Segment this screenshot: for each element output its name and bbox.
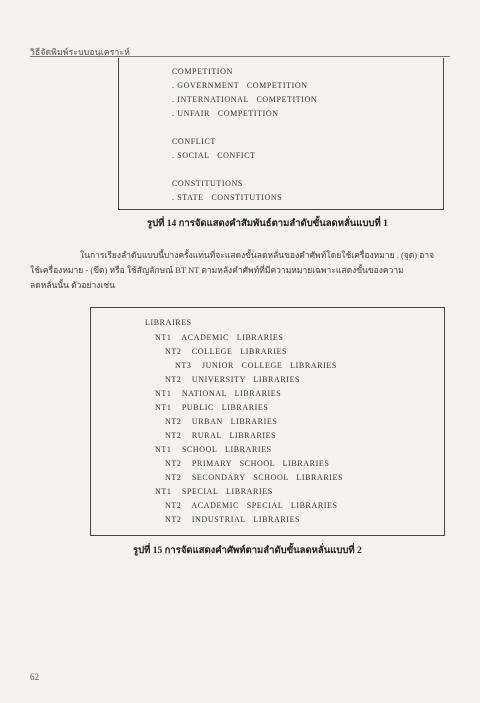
fig15-line: NT1 SPECIAL LIBRARIES	[155, 487, 273, 496]
fig15-line: NT2 PRIMARY SCHOOL LIBRARIES	[165, 459, 330, 468]
header-rule	[30, 56, 450, 57]
fig15-line: NT3 JUNIOR COLLEGE LIBRARIES	[175, 361, 337, 370]
figure-14-caption: รูปที่ 14 การจัดแสดงคำสัมพันธ์ตามลำดับขั้นลดหลั่นแบบที่ 1	[147, 219, 388, 229]
running-header: วิธีจัดพิมพ์ระบบอนุเคราะห์	[30, 47, 131, 57]
paragraph-line: ในการเรียงลำดับแบบนี้บางครั้งแทนที่จะแสดงขั้นลดหลั่นของคำศัพท์โดยใช้เครื่องหมาย . (จุด) อาจ	[80, 250, 435, 260]
fig15-line: NT2 UNIVERSITY LIBRARIES	[165, 375, 301, 384]
fig15-line: NT2 URBAN LIBRARIES	[165, 417, 278, 426]
fig15-line: NT2 COLLEGE LIBRARIES	[165, 347, 288, 356]
fig15-line: NT2 INDUSTRIAL LIBRARIES	[165, 515, 301, 524]
fig14-line: . STATE CONSTITUTIONS	[172, 193, 283, 202]
fig15-line: NT2 ACADEMIC SPECIAL LIBRARIES	[165, 501, 338, 510]
fig14-line: . INTERNATIONAL COMPETITION	[172, 95, 318, 104]
fig14-line: COMPETITION	[172, 67, 233, 76]
paragraph-line: ใช้เครื่องหมาย - (ขีด) หรือ ใช้สัญลักษณ์ BT NT ตามหลังคำศัพท์ที่มีความหมายเฉพาะแสดงขั้นของความ	[30, 265, 404, 275]
page-number: 62	[30, 672, 39, 682]
fig15-line: LIBRAIRES	[145, 318, 192, 327]
fig14-line: . UNFAIR COMPETITION	[172, 109, 279, 118]
paragraph-line: ลดหลั่นนั้น ตัวอย่างเช่น	[30, 280, 115, 290]
fig14-line: CONSTITUTIONS	[172, 179, 243, 188]
figure-15-caption: รูปที่ 15 การจัดแสดงคำศัพท์ตามลำดับขั้นลดหลั่นแบบที่ 2	[133, 546, 362, 556]
fig15-line: NT2 SECONDARY SCHOOL LIBRARIES	[165, 473, 344, 482]
fig14-line: . GOVERNMENT COMPETITION	[172, 81, 308, 90]
fig14-line: . SOCIAL CONFICT	[172, 151, 256, 160]
fig15-line: NT1 PUBLIC LIBRARIES	[155, 403, 269, 412]
fig15-line: NT1 SCHOOL LIBRARIES	[155, 445, 272, 454]
fig14-line: CONFLICT	[172, 137, 216, 146]
fig15-line: NT2 RURAL LIBRARIES	[165, 431, 277, 440]
fig15-line: NT1 ACADEMIC LIBRARIES	[155, 333, 284, 342]
fig15-line: NT1 NATIONAL LIBRARIES	[155, 389, 282, 398]
